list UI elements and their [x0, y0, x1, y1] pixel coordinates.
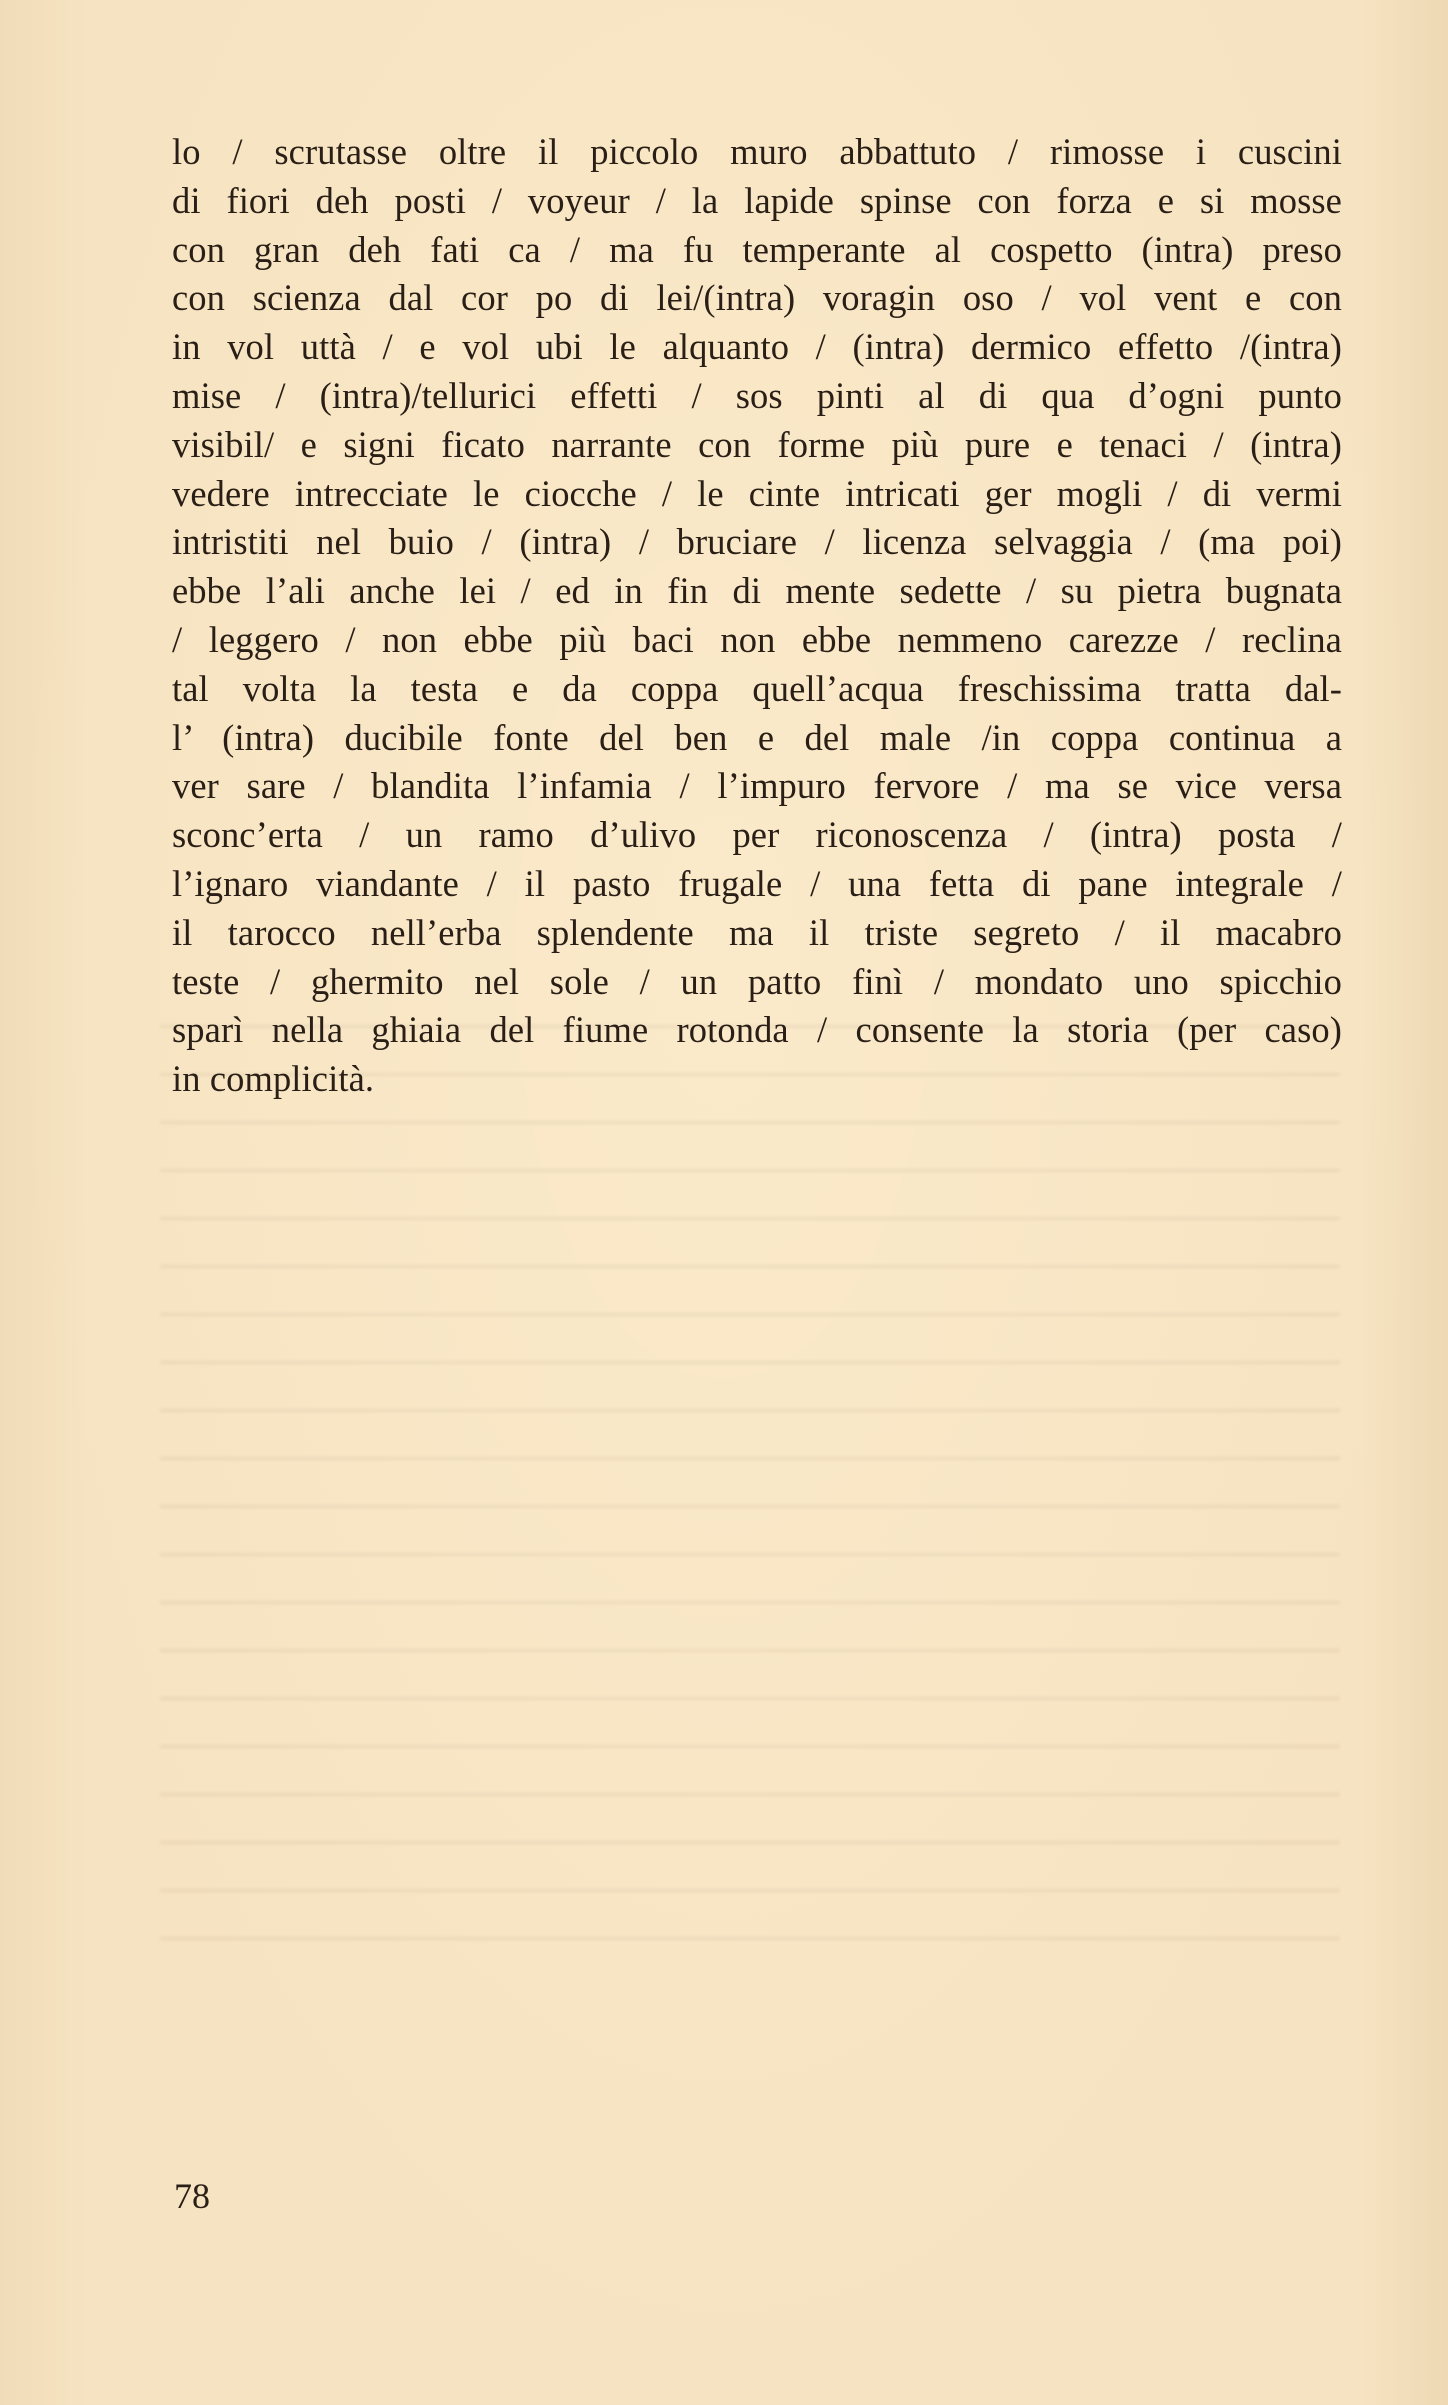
text-line: l’ignaro viandante / il pasto frugale / una fetta di pane integrale /	[172, 862, 1342, 904]
text-line: sconc’erta / un ramo d’ulivo per riconoscenza / (intra) posta /	[172, 814, 1342, 856]
text-line: tal volta la testa e da coppa quell’acqua freschissima tratta dal-	[172, 667, 1342, 709]
body-text	[172, 128, 1342, 1104]
text-line: di fiori deh posti / voyeur / la lapide spinse con forza e si mosse	[172, 179, 1342, 221]
text-line: sparì nella ghiaia del fiume rotonda / consente la storia (per caso)	[172, 1009, 1342, 1051]
text-line: ver sare / blandita l’infamia / l’impuro fervore / ma se vice versa	[172, 765, 1342, 807]
text-line: mise / (intra)/tellurici effetti / sos pinti al di qua d’ogni punto	[172, 374, 1342, 416]
text-line: vedere intrecciate le ciocche / le cinte intricati ger mogli / di vermi	[172, 472, 1342, 514]
text-line: / leggero / non ebbe più baci non ebbe nemmeno carezze / reclina	[172, 618, 1342, 660]
text-line: con scienza dal cor po di lei/(intra) voragin oso / vol vent e con	[172, 277, 1342, 319]
text-line: in complicità.	[172, 1058, 375, 1100]
page-number: 78	[174, 2176, 210, 2216]
text-line: lo / scrutasse oltre il piccolo muro abbattuto / rimosse i cuscini	[172, 131, 1342, 172]
text-line: teste / ghermito nel sole / un patto finì / mondato uno spicchio	[172, 960, 1342, 1002]
text-line: intristiti nel buio / (intra) / bruciare / licenza selvaggia / (ma poi)	[172, 521, 1342, 563]
text-line: con gran deh fati ca / ma fu temperante al cospetto (intra) preso	[172, 228, 1342, 270]
text-line: visibil/ e signi ficato narrante con forme più pure e tenaci / (intra)	[172, 423, 1342, 465]
text-line: ebbe l’ali anche lei / ed in fin di mente sedette / su pietra bugnata	[172, 570, 1342, 612]
show-through-texture	[160, 1020, 1340, 1940]
text-line: il tarocco nell’erba splendente ma il triste segreto / il macabro	[172, 911, 1342, 953]
text-line: in vol uttà / e vol ubi le alquanto / (intra) dermico effetto /(intra)	[172, 326, 1342, 368]
text-line: l’ (intra) ducibile fonte del ben e del male /in coppa continua a	[172, 716, 1342, 758]
